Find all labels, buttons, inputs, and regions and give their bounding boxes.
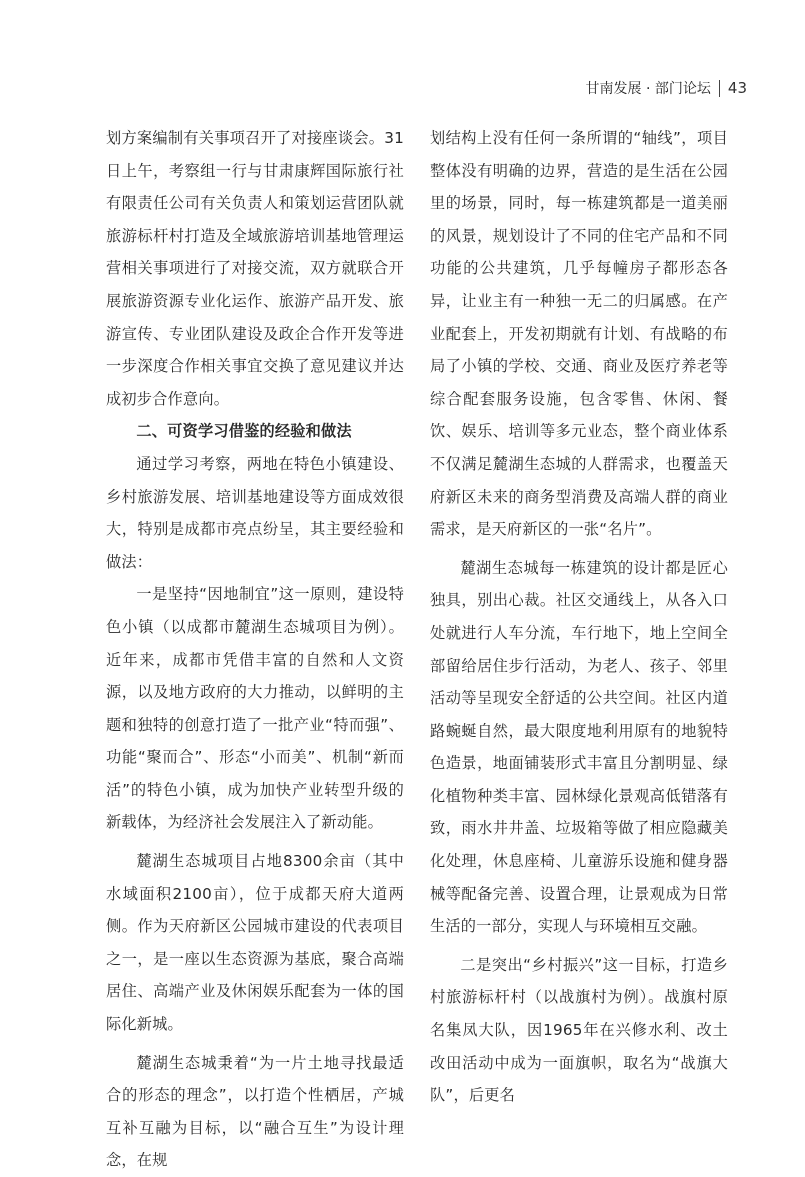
paragraph: 麓湖生态城秉着“为一片土地寻找最适合的形态的理念”，以打造个性栖居，产城互补互融为目标，以“融合互生”为设计理念，在规	[106, 1053, 404, 1170]
paragraph: 一是坚持“因地制宜”这一原则，建设特色小镇（以成都市麓湖生态城项目为例）。近年来，成都市凭借丰富的自然和人文资源，以及地方政府的大力推动，以鲜明的主题和独特的创意打造了一批产业“特而强”、功能“聚而合”、形态“小而美”、机制“新而活”的特色小镇，成为加快产业转型升级的新载体，为经济社会发展注入了新动能。	[106, 585, 404, 832]
running-header	[586, 78, 747, 98]
header-title: 甘南发展 · 部门论坛	[585, 81, 711, 97]
paragraph: 麓湖生态城每一栋建筑的设计都是匠心独具，别出心裁。社区交通线上，从各入口处就进行人车分流，车行地下，地上空间全部留给居住步行活动，为老人、孩子、邻里活动等呈现安全舒适的公共空间。社区内道路蜿蜒自然，最大限度地利用原有的地貌特色造景，地面铺装形式丰富且分割明显、绿化植物种类丰富、园林绿化景观高低错落有致，雨水井井盖、垃圾箱等做了相应隐藏美化处理，休息座椅、儿童游乐设施和健身器械等配备完善、设置合理，让景观成为日常生活的一部分，实现人与环境相互交融。	[430, 558, 728, 936]
section-heading: 二、可资学习借鉴的经验和做法	[136, 422, 352, 441]
right-column	[430, 122, 728, 1112]
header-divider	[719, 80, 720, 97]
paragraph: 通过学习考察，两地在特色小镇建设、乡村旅游发展、培训基地建设等方面成效很大，特别是成都市亮点纷呈，其主要经验和做法：	[106, 454, 404, 571]
paragraph: 麓湖生态城项目占地8300余亩（其中水域面积2100亩），位于成都天府大道两侧。作为天府新区公园城市建设的代表项目之一，是一座以生态资源为基底，聚合高端居住、高端产业及休闲娱乐配套为一体的国际化新城。	[106, 852, 404, 1034]
paragraph: 二是突出“乡村振兴”这一目标，打造乡村旅游标杆村（以战旗村为例）。战旗村原名集凤大队，因1965年在兴修水利、改土改田活动中成为一面旗帜，取名为“战旗大队”，后更名	[430, 955, 728, 1105]
paragraph-continuation: 划结构上没有任何一条所谓的“轴线”，项目整体没有明确的边界，营造的是生活在公园里的场景，同时，每一栋建筑都是一道美丽的风景，规划设计了不同的住宅产品和不同功能的公共建筑，几乎每幢房子都形态各异，让业主有一种独一无二的归属感。在产业配套上，开发初期就有计划、有战略的布局了小镇的学校、交通、商业及医疗养老等综合配套服务设施，包含零售、休闲、餐饮、娱乐、培训等多元业态，整个商业体系不仅满足麓湖生态城的人群需求，也覆盖天府新区未来的商务型消费及高端人群的商业需求，是天府新区的一张“名片”。	[430, 129, 728, 539]
left-column	[106, 122, 404, 1177]
page-number: 43	[727, 79, 747, 97]
paragraph-continuation: 划方案编制有关事项召开了对接座谈会。31日上午，考察组一行与甘肃康辉国际旅行社有限责任公司有关负责人和策划运营团队就旅游标杆村打造及全域旅游培训基地管理运营相关事项进行了对接交流，双方就联合开展旅游资源专业化运作、旅游产品开发、旅游宣传、专业团队建设及政企合作开发等进一步深度合作相关事宜交换了意见建议并达成初步合作意向。	[106, 129, 404, 408]
